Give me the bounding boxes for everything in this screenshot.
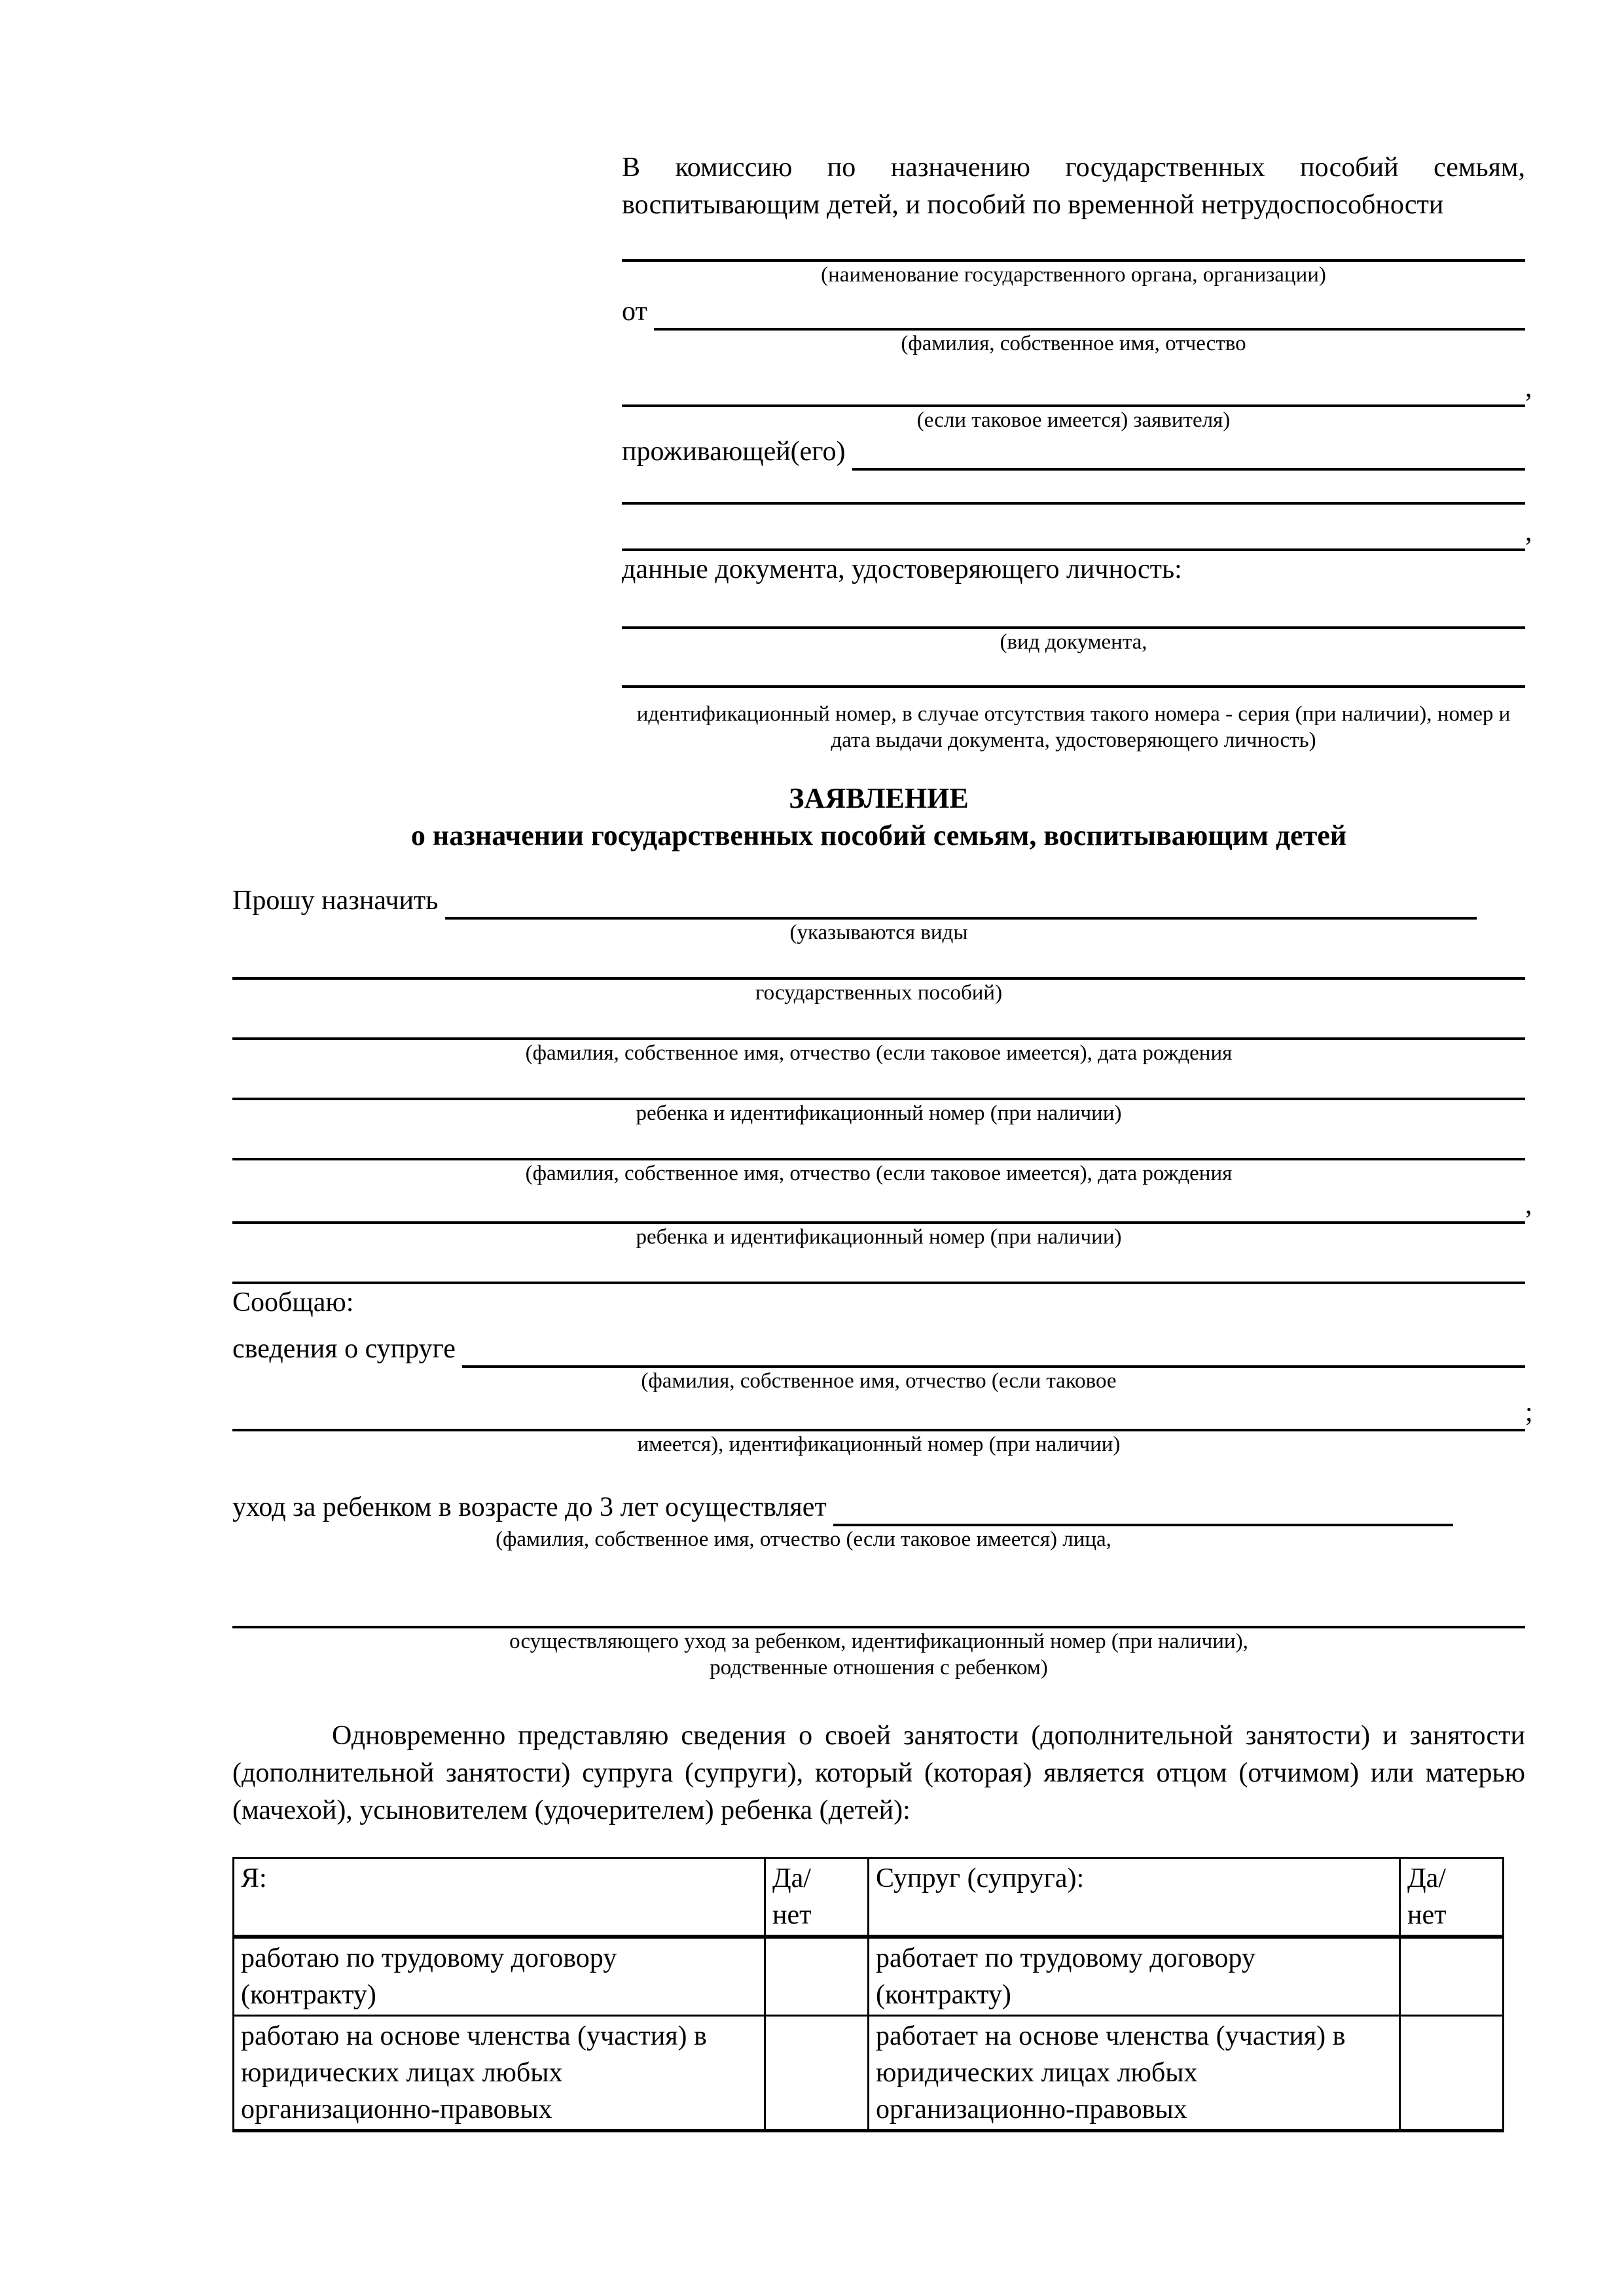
address-blank-line-2-row: , xyxy=(622,514,1525,551)
cell-spouse-contract-answer xyxy=(1400,1937,1504,2016)
child1-caption-2: ребенка и идентификационный номер (при наличии) xyxy=(636,1102,1122,1125)
spouse-caption-1: (фамилия, собственное имя, отчество (если таковое xyxy=(641,1369,1117,1393)
child2-caption-1: (фамилия, собственное имя, отчество (если таковое имеется), дата рождения xyxy=(525,1162,1233,1185)
spouse-label: сведения о супруге xyxy=(232,1334,463,1364)
org-name-blank-line xyxy=(622,242,1525,262)
child2-id-row: , xyxy=(232,1187,1525,1224)
caregiver-name-blank-line xyxy=(833,1496,1453,1526)
cell-self-membership-answer xyxy=(765,2016,869,2131)
address-blank-line-2 xyxy=(622,521,1525,551)
child2-caption-2: ребенка и идентификационный номер (при наличии) xyxy=(636,1225,1122,1249)
from-row xyxy=(622,293,1525,331)
child2-name-blank-line xyxy=(232,1128,1525,1160)
employment-table-body xyxy=(234,1937,1504,2131)
child2-id-blank-line xyxy=(232,1194,1525,1224)
cell-spouse-membership: работает на основе членства (участия) в юридических лицах любых организационно-правовых xyxy=(869,2016,1400,2131)
cell-self-membership: работаю на основе членства (участия) в юридических лицах любых организационно-правовых xyxy=(234,2016,765,2131)
main-body xyxy=(232,882,1533,2132)
page-content xyxy=(232,149,1533,2132)
spouse-id-blank-line xyxy=(232,1401,1525,1431)
caregiver-caption-1: (фамилия, собственное имя, отчество (если таковое имеется) лица, xyxy=(496,1528,1111,1551)
benefit-types-caption-2: государственных пособий) xyxy=(755,981,1003,1005)
report-heading: Сообщаю: xyxy=(232,1287,354,1318)
doc-type-blank-line xyxy=(622,605,1525,629)
care-label: уход за ребенком в возрасте до 3 лет осуществляет xyxy=(232,1492,834,1522)
benefit-types-blank-line-2 xyxy=(232,947,1525,980)
caregiver-caption-2: осуществляющего уход за ребенком, идентификационный номер (при наличии), xyxy=(509,1630,1248,1653)
extra-blank-line xyxy=(232,1251,1525,1284)
org-name-caption: (наименование государственного органа, организации) xyxy=(821,263,1326,287)
residing-blank-line xyxy=(852,440,1525,471)
residing-label: проживающей(его) xyxy=(622,437,852,467)
residing-row xyxy=(622,433,1525,471)
cell-self-contract-answer xyxy=(765,1937,869,2016)
caregiver-id-blank-line xyxy=(232,1596,1525,1628)
applicant-name-blank-line xyxy=(622,377,1525,407)
child1-id-blank-line xyxy=(232,1067,1525,1100)
from-caption: (фамилия, собственное имя, отчество xyxy=(901,332,1246,355)
from-blank-line xyxy=(654,300,1525,331)
applicant-caption: (если таковое имеется) заявителя) xyxy=(916,408,1231,432)
child1-name-blank-line xyxy=(232,1007,1525,1040)
benefit-types-caption-1: (указываются виды xyxy=(789,921,968,944)
spouse-id-row: ; xyxy=(232,1394,1525,1431)
doc-id-caption: идентификационный номер, в случае отсутствия такого номера - серия (при наличии), номер и дата выдачи документа, удостоверяющего личность) xyxy=(636,702,1511,752)
header-cell-spouse: Супруг (супруга): xyxy=(869,1858,1400,1937)
header-cell-yesno-self: Да/ нет xyxy=(765,1858,869,1937)
table-header-row xyxy=(234,1858,1504,1937)
header-cell-self: Я: xyxy=(234,1858,765,1937)
employment-table-header xyxy=(234,1858,1504,1937)
request-label: Прошу назначить xyxy=(232,886,445,916)
child1-caption-1: (фамилия, собственное имя, отчество (если таковое имеется), дата рождения xyxy=(525,1041,1233,1065)
employment-paragraph: Одновременно представляю сведения о своей занятости (дополнительной занятости) и занятости (дополнительной занятости) супруга (супруги), который (которая) является отцом (отчимом) или матерью (мачехой), усыновителем (удочерителем) ребенка (детей): xyxy=(232,1721,1525,1825)
table-row xyxy=(234,1937,1504,2016)
employment-table xyxy=(232,1857,1504,2132)
spouse-caption-2: имеется), идентификационный номер (при наличии) xyxy=(637,1433,1121,1456)
table-row xyxy=(234,2016,1504,2131)
doc-type-caption: (вид документа, xyxy=(1000,630,1147,654)
care-row xyxy=(232,1489,1525,1526)
doc-id-blank-line xyxy=(622,664,1525,688)
caregiver-caption-3: родственные отношения с ребенком) xyxy=(710,1656,1048,1679)
header-cell-yesno-spouse: Да/ нет xyxy=(1400,1858,1504,1937)
applicant-name-row: , xyxy=(622,370,1525,407)
benefit-types-blank-line xyxy=(445,889,1477,920)
spouse-row xyxy=(232,1331,1525,1368)
from-label: от xyxy=(622,296,655,327)
address-block xyxy=(622,149,1532,753)
cell-self-contract: работаю по трудовому договору (контракту) xyxy=(234,1937,765,2016)
recipient-text: В комиссию по назначению государственных пособий семьям, воспитывающим детей, и пособий по временной нетрудоспособности xyxy=(622,152,1525,220)
document-title-block xyxy=(232,780,1525,854)
cell-spouse-contract: работает по трудовому договору (контракту) xyxy=(869,1937,1400,2016)
identity-doc-heading: данные документа, удостоверяющего личность: xyxy=(622,554,1182,584)
request-row xyxy=(232,882,1525,920)
spouse-name-blank-line xyxy=(462,1338,1525,1368)
address-blank-line xyxy=(622,481,1525,505)
document-subtitle: о назначении государственных пособий семьям, воспитывающим детей xyxy=(410,819,1347,852)
cell-spouse-membership-answer xyxy=(1400,2016,1504,2131)
document-title: ЗАЯВЛЕНИЕ xyxy=(789,782,969,814)
